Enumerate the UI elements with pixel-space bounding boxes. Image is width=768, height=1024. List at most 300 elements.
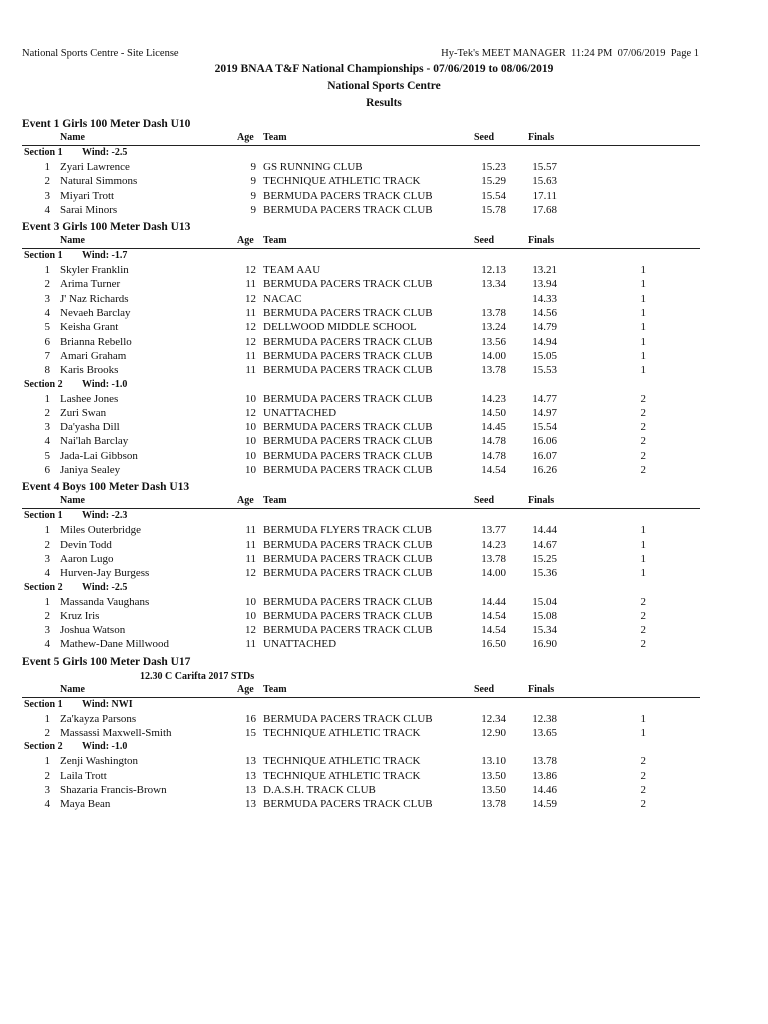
seed-time: 14.54 (481, 609, 506, 622)
final-time: 17.68 (532, 203, 557, 216)
table-row (22, 463, 700, 477)
age: 13 (245, 769, 256, 782)
heat-number: 1 (640, 552, 646, 565)
seed-time: 14.54 (481, 624, 506, 637)
heat-number: 2 (640, 406, 646, 419)
age: 10 (245, 609, 256, 622)
col-finals: Finals (528, 683, 555, 695)
col-name: Name (60, 495, 85, 507)
col-age: Age (237, 683, 254, 695)
heat-number: 2 (640, 798, 646, 811)
seed-time: 13.78 (481, 798, 506, 811)
final-time: 15.08 (532, 609, 557, 622)
heat-number: 1 (640, 292, 646, 305)
table-row (22, 203, 700, 217)
col-finals: Finals (528, 235, 555, 247)
seed-time: 14.00 (481, 567, 506, 580)
wind-reading: Wind: NWI (82, 698, 133, 710)
place: 3 (44, 624, 50, 637)
final-time: 13.86 (532, 769, 557, 782)
seed-time: 15.78 (481, 203, 506, 216)
wind-reading: Wind: -1.0 (82, 378, 128, 390)
heat-number: 1 (640, 524, 646, 537)
team: BERMUDA PACERS TRACK CLUB (263, 435, 433, 448)
age: 12 (245, 292, 256, 305)
age: 12 (245, 624, 256, 637)
seed-time: 13.56 (481, 335, 506, 348)
place: 2 (44, 278, 50, 291)
heat-number: 2 (640, 638, 646, 651)
place: 2 (44, 538, 50, 551)
final-time: 15.53 (532, 364, 557, 377)
wind-reading: Wind: -2.5 (82, 147, 128, 158)
final-time: 13.65 (532, 727, 557, 740)
team: UNATTACHED (263, 638, 337, 651)
col-seed: Seed (474, 132, 494, 143)
age: 13 (245, 755, 256, 768)
column-header (22, 235, 700, 249)
section-header (22, 698, 700, 712)
final-time: 13.94 (532, 278, 557, 291)
age: 10 (245, 464, 256, 477)
seed-time: 13.78 (481, 364, 506, 377)
seed-time: 12.90 (481, 727, 506, 740)
col-age: Age (237, 495, 254, 507)
final-time: 15.57 (532, 161, 557, 173)
table-row (22, 609, 700, 623)
team: BERMUDA PACERS TRACK CLUB (263, 349, 433, 362)
table-row (22, 406, 700, 420)
place: 6 (44, 335, 50, 348)
place: 2 (44, 609, 50, 622)
final-time: 14.46 (532, 783, 557, 796)
final-time: 15.04 (532, 595, 557, 608)
team: BERMUDA PACERS TRACK CLUB (263, 189, 433, 202)
team: BERMUDA PACERS TRACK CLUB (263, 595, 433, 608)
age: 11 (245, 552, 256, 565)
section-label: Section 2 (24, 378, 63, 390)
athlete-name: J' Naz Richards (60, 292, 129, 305)
team: D.A.S.H. TRACK CLUB (263, 783, 376, 796)
col-name: Name (60, 235, 85, 247)
section-header (22, 249, 700, 263)
table-row (22, 320, 700, 334)
age: 12 (245, 321, 256, 334)
table-row (22, 277, 700, 291)
table-row (22, 552, 700, 566)
event-block (22, 654, 700, 812)
table-row (22, 434, 700, 448)
athlete-name: Aaron Lugo (60, 552, 114, 565)
final-time: 15.63 (532, 175, 557, 188)
section-label: Section 1 (24, 147, 63, 158)
age: 10 (245, 435, 256, 448)
team: TEAM AAU (263, 264, 321, 277)
heat-number: 1 (640, 364, 646, 377)
section-header (22, 378, 700, 392)
final-time: 15.54 (532, 421, 557, 434)
meet-title: 2019 BNAA T&F National Championships - 07/06/2019 to 08/06/2019 (214, 63, 554, 75)
place: 4 (44, 435, 50, 448)
place: 1 (44, 595, 50, 608)
heat-number: 2 (640, 624, 646, 637)
place: 3 (44, 292, 50, 305)
heat-number: 2 (640, 595, 646, 608)
seed-time: 13.78 (481, 307, 506, 320)
place: 3 (44, 552, 50, 565)
table-row (22, 783, 700, 797)
section-label: Section 1 (24, 510, 63, 522)
seed-time: 14.54 (481, 464, 506, 477)
team: BERMUDA PACERS TRACK CLUB (263, 464, 433, 477)
col-name: Name (60, 683, 85, 695)
team: UNATTACHED (263, 406, 337, 419)
heat-number: 1 (640, 278, 646, 291)
age: 11 (245, 278, 256, 291)
seed-time: 12.13 (481, 264, 506, 277)
athlete-name: Nai'lah Barclay (60, 435, 129, 448)
heat-number: 2 (640, 609, 646, 622)
final-time: 14.56 (532, 307, 557, 320)
heat-number: 2 (640, 464, 646, 477)
column-header (22, 495, 700, 509)
age: 11 (245, 364, 256, 377)
athlete-name: Arima Turner (60, 278, 121, 291)
final-time: 14.67 (532, 538, 557, 551)
team: TECHNIQUE ATHLETIC TRACK (263, 755, 421, 768)
seed-time: 15.54 (481, 189, 506, 202)
heat-number: 2 (640, 783, 646, 796)
athlete-name: Laila Trott (60, 769, 107, 782)
heat-number: 2 (640, 421, 646, 434)
athlete-name: Sarai Minors (60, 203, 118, 216)
place: 4 (44, 638, 50, 651)
place: 6 (44, 464, 50, 477)
event-standard: 12.30 C Carifta 2017 STDs (140, 670, 255, 682)
table-row (22, 349, 700, 363)
section-label: Section 2 (24, 741, 63, 753)
team: BERMUDA PACERS TRACK CLUB (263, 392, 433, 405)
place: 3 (44, 189, 50, 202)
col-seed: Seed (474, 495, 494, 507)
final-time: 17.11 (532, 189, 557, 202)
age: 13 (245, 798, 256, 811)
athlete-name: Joshua Watson (60, 624, 126, 637)
age: 11 (245, 307, 256, 320)
seed-time: 13.50 (481, 783, 506, 796)
athlete-name: Jada-Lai Gibbson (60, 449, 138, 462)
age: 9 (250, 175, 256, 188)
table-row (22, 174, 700, 188)
license-text: National Sports Centre - Site License (22, 48, 179, 59)
team: BERMUDA PACERS TRACK CLUB (263, 567, 433, 580)
age: 10 (245, 449, 256, 462)
table-row (22, 637, 700, 651)
col-finals: Finals (528, 132, 555, 143)
seed-time: 13.24 (481, 321, 506, 334)
athlete-name: Maya Bean (60, 798, 111, 811)
place: 1 (44, 264, 50, 277)
section-header (22, 581, 700, 595)
heat-number: 1 (640, 538, 646, 551)
athlete-name: Natural Simmons (60, 175, 138, 188)
age: 16 (245, 712, 256, 725)
athlete-name: Massassi Maxwell-Smith (60, 727, 172, 740)
heat-number: 2 (640, 435, 646, 448)
team: NACAC (263, 292, 302, 305)
section-label: Section 1 (24, 698, 63, 710)
seed-time: 13.50 (481, 769, 506, 782)
heat-number: 1 (640, 712, 646, 725)
seed-time: 14.78 (481, 435, 506, 448)
place: 8 (44, 364, 50, 377)
col-seed: Seed (474, 683, 494, 695)
table-row (22, 523, 700, 537)
heat-number: 2 (640, 449, 646, 462)
seed-time: 14.44 (481, 595, 506, 608)
final-time: 15.36 (532, 567, 557, 580)
section-header (22, 509, 700, 523)
event-title: Event 5 Girls 100 Meter Dash U17 (22, 655, 191, 668)
final-time: 14.44 (532, 524, 557, 537)
col-name: Name (60, 132, 85, 143)
athlete-name: Za'kayza Parsons (60, 712, 137, 725)
athlete-name: Nevaeh Barclay (60, 307, 131, 320)
final-time: 14.94 (532, 335, 557, 348)
seed-time: 13.78 (481, 552, 506, 565)
team: BERMUDA PACERS TRACK CLUB (263, 538, 433, 551)
athlete-name: Da'yasha Dill (60, 421, 120, 434)
table-row (22, 306, 700, 320)
team: BERMUDA PACERS TRACK CLUB (263, 421, 433, 434)
table-row (22, 160, 700, 174)
team: GS RUNNING CLUB (263, 161, 363, 173)
heat-number: 1 (640, 349, 646, 362)
table-row (22, 263, 700, 277)
place: 1 (44, 712, 50, 725)
athlete-name: Keisha Grant (60, 321, 119, 334)
final-time: 14.79 (532, 321, 557, 334)
seed-time: 14.78 (481, 449, 506, 462)
final-time: 15.34 (532, 624, 557, 637)
athlete-name: Zuri Swan (60, 406, 107, 419)
heat-number: 1 (640, 727, 646, 740)
place: 1 (44, 524, 50, 537)
seed-time: 13.34 (481, 278, 506, 291)
team: BERMUDA PACERS TRACK CLUB (263, 364, 433, 377)
event-block (22, 219, 700, 477)
team: BERMUDA PACERS TRACK CLUB (263, 712, 433, 725)
team: BERMUDA PACERS TRACK CLUB (263, 307, 433, 320)
final-time: 16.90 (532, 638, 557, 651)
age: 12 (245, 264, 256, 277)
table-row (22, 769, 700, 783)
age: 11 (245, 349, 256, 362)
heat-number: 1 (640, 307, 646, 320)
place: 4 (44, 798, 50, 811)
team: BERMUDA PACERS TRACK CLUB (263, 552, 433, 565)
heat-number: 1 (640, 321, 646, 334)
team: BERMUDA PACERS TRACK CLUB (263, 278, 433, 291)
section-label: Section 1 (24, 250, 63, 262)
table-row (22, 449, 700, 463)
wind-reading: Wind: -2.5 (82, 581, 128, 593)
seed-time: 14.00 (481, 349, 506, 362)
place: 1 (44, 392, 50, 405)
age: 10 (245, 421, 256, 434)
table-row (22, 623, 700, 637)
event-title: Event 3 Girls 100 Meter Dash U13 (22, 221, 191, 234)
wind-reading: Wind: -1.0 (82, 741, 128, 753)
team: BERMUDA PACERS TRACK CLUB (263, 335, 433, 348)
heat-number: 1 (640, 567, 646, 580)
place: 3 (44, 783, 50, 796)
col-team: Team (263, 235, 287, 247)
table-row (22, 292, 700, 306)
athlete-name: Miyari Trott (60, 189, 115, 202)
age: 9 (250, 189, 256, 202)
table-row (22, 392, 700, 406)
table-row (22, 566, 700, 580)
athlete-name: Brianna Rebello (60, 335, 132, 348)
place: 3 (44, 421, 50, 434)
final-time: 15.25 (532, 552, 557, 565)
seed-time: 14.50 (481, 406, 506, 419)
athlete-name: Lashee Jones (60, 392, 119, 405)
place: 4 (44, 307, 50, 320)
column-header (22, 684, 700, 698)
athlete-name: Amari Graham (60, 349, 127, 362)
heat-number: 2 (640, 769, 646, 782)
section-header (22, 146, 700, 160)
table-row (22, 420, 700, 434)
athlete-name: Miles Outerbridge (60, 524, 141, 537)
age: 11 (245, 524, 256, 537)
athlete-name: Devin Todd (60, 538, 112, 551)
place: 2 (44, 769, 50, 782)
col-seed: Seed (474, 235, 494, 247)
table-row (22, 538, 700, 552)
event-title: Event 4 Boys 100 Meter Dash U13 (22, 481, 190, 494)
column-header (22, 132, 700, 146)
final-time: 16.26 (532, 464, 557, 477)
table-row (22, 335, 700, 349)
athlete-name: Skyler Franklin (60, 264, 129, 277)
seed-time: 15.23 (481, 161, 506, 173)
seed-time: 16.50 (481, 638, 506, 651)
athlete-name: Massanda Vaughans (60, 595, 150, 608)
team: BERMUDA PACERS TRACK CLUB (263, 798, 433, 811)
seed-time: 14.23 (481, 538, 506, 551)
table-row (22, 726, 700, 740)
athlete-name: Janiya Sealey (60, 464, 121, 477)
table-row (22, 189, 700, 203)
final-time: 16.07 (532, 449, 557, 462)
place: 4 (44, 203, 50, 216)
place: 2 (44, 175, 50, 188)
seed-time: 15.29 (481, 175, 506, 188)
wind-reading: Wind: -2.3 (82, 510, 128, 522)
results-content (22, 116, 700, 814)
seed-time: 12.34 (481, 712, 506, 725)
athlete-name: Hurven-Jay Burgess (60, 567, 150, 580)
col-team: Team (263, 132, 287, 143)
heat-number: 1 (640, 264, 646, 277)
final-time: 15.05 (532, 349, 557, 362)
table-row (22, 754, 700, 768)
col-finals: Finals (528, 495, 555, 507)
results-title: Results (366, 97, 402, 109)
age: 12 (245, 335, 256, 348)
final-time: 14.97 (532, 406, 557, 419)
meet-titles (0, 61, 768, 112)
age: 9 (250, 161, 256, 173)
col-age: Age (237, 235, 254, 247)
place: 5 (44, 321, 50, 334)
event-block (22, 116, 700, 217)
final-time: 14.77 (532, 392, 557, 405)
team: BERMUDA PACERS TRACK CLUB (263, 449, 433, 462)
heat-number: 2 (640, 392, 646, 405)
age: 12 (245, 567, 256, 580)
athlete-name: Zenji Washington (60, 755, 139, 768)
place: 5 (44, 449, 50, 462)
team: BERMUDA PACERS TRACK CLUB (263, 624, 433, 637)
place: 7 (44, 349, 50, 362)
heat-number: 1 (640, 335, 646, 348)
table-row (22, 712, 700, 726)
team: TECHNIQUE ATHLETIC TRACK (263, 727, 421, 740)
table-row (22, 363, 700, 377)
final-time: 13.78 (532, 755, 557, 768)
heat-number: 2 (640, 755, 646, 768)
athlete-name: Kruz Iris (60, 609, 100, 622)
team: BERMUDA PACERS TRACK CLUB (263, 203, 433, 216)
event-title: Event 1 Girls 100 Meter Dash U10 (22, 118, 191, 130)
event-block (22, 479, 700, 651)
final-time: 13.21 (532, 264, 557, 277)
seed-time: 14.45 (481, 421, 506, 434)
team: DELLWOOD MIDDLE SCHOOL (263, 321, 417, 334)
software-stamp: Hy-Tek's MEET MANAGER 11:24 PM 07/06/2019 Page 1 (441, 48, 699, 59)
age: 10 (245, 392, 256, 405)
age: 15 (245, 727, 256, 740)
athlete-name: Karis Brooks (60, 364, 119, 377)
team: BERMUDA PACERS TRACK CLUB (263, 609, 433, 622)
final-time: 14.59 (532, 798, 557, 811)
venue-title: National Sports Centre (327, 80, 441, 92)
athlete-name: Zyari Lawrence (60, 161, 130, 173)
place: 1 (44, 755, 50, 768)
col-age: Age (237, 132, 254, 143)
section-header (22, 740, 700, 754)
age: 10 (245, 595, 256, 608)
table-row (22, 797, 700, 811)
final-time: 12.38 (532, 712, 557, 725)
col-team: Team (263, 683, 287, 695)
age: 12 (245, 406, 256, 419)
final-time: 16.06 (532, 435, 557, 448)
team: BERMUDA FLYERS TRACK CLUB (263, 524, 432, 537)
table-row (22, 595, 700, 609)
age: 9 (250, 203, 256, 216)
athlete-name: Mathew-Dane Millwood (60, 638, 170, 651)
team: TECHNIQUE ATHLETIC TRACK (263, 769, 421, 782)
age: 11 (245, 538, 256, 551)
place: 2 (44, 406, 50, 419)
athlete-name: Shazaria Francis-Brown (60, 783, 167, 796)
wind-reading: Wind: -1.7 (82, 250, 128, 262)
